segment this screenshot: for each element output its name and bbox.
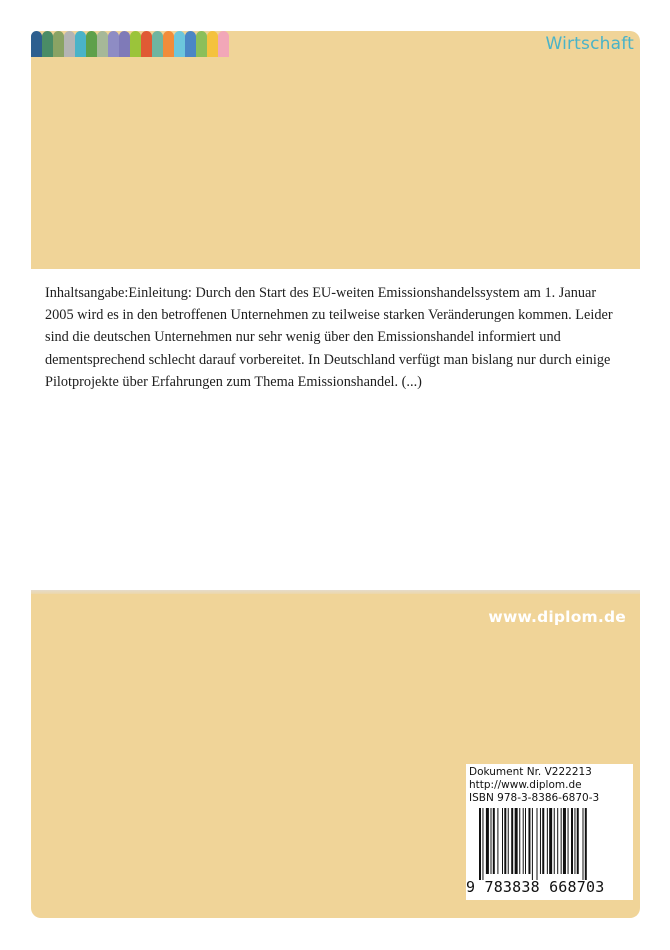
spine-color-swatch [31,31,42,57]
cover-bottom-panel [31,594,640,918]
spine-color-swatch [163,31,174,57]
website-url: http://www.diplom.de [469,779,582,791]
spine-color-swatch [152,31,163,57]
document-number: Dokument Nr. V222213 [469,766,592,778]
spine-color-swatch [130,31,141,57]
spine-color-swatch [42,31,53,57]
spine-color-swatch [108,31,119,57]
spine-color-strip [31,31,229,57]
spine-color-swatch [174,31,185,57]
category-label: Wirtschaft [545,34,634,54]
barcode-icon [479,808,624,880]
spine-color-swatch [185,31,196,57]
spine-color-swatch [141,31,152,57]
spine-color-swatch [86,31,97,57]
spine-color-swatch [218,31,229,57]
barcode-panel [466,764,633,900]
cover-top-panel [31,31,640,269]
ean-number: 9 783838 668703 [466,878,605,896]
spine-color-swatch [53,31,64,57]
publisher-url[interactable]: www.diplom.de [488,608,626,626]
spine-color-swatch [97,31,108,57]
spine-color-swatch [119,31,130,57]
spine-color-swatch [64,31,75,57]
spine-color-swatch [75,31,86,57]
spine-color-swatch [196,31,207,57]
spine-color-swatch [207,31,218,57]
abstract-text: Inhaltsangabe:Einleitung: Durch den Start des EU-weiten Emissionshandelssystem am 1. Januar 2005 wird es in den betroffenen Unternehmen zu teilweise starken Veränderungen kommen. Leider sind die deutschen Unternehmen nur sehr wenig über den Emissionshandel informiert und dementsprechend schlecht darauf vorbereitet. In Deutschland verfügt man bislang nur durch einige Pilotprojekte über Erfahrungen zum Thema Emissionshandel. (...) [45,285,613,390]
isbn-number: ISBN 978-3-8386-6870-3 [469,792,600,804]
